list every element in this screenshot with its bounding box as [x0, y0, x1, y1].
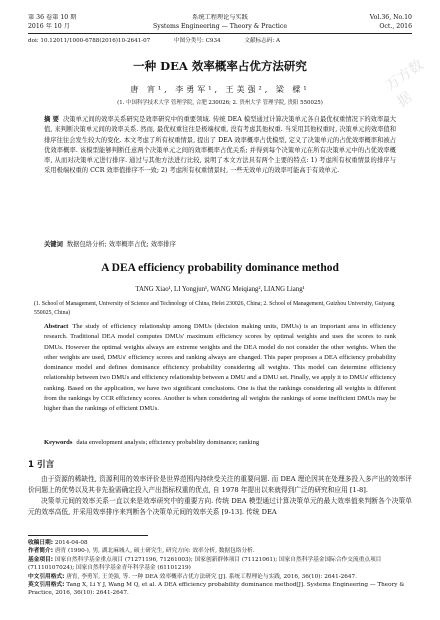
abstract-cn-text: 决策单元间的效率关系研究是效率研究中的重要领域. 传统 DEA 模型通过计算决策单元各自最优权重情况下的效率最大值, 来判断决策单元间的效率关系. 然而, 最优权重往往是极端权重, 没有考虑其他权重. 当采用其他权重时, 决策单元的效率值和排序往往会发生较大的变化. 本文考虑了所有权重情景, 提出了 DEA 效率概率占优模型, 定义了决策单元的占优效率概率和被占优效率概率. 该模型能够判断任意两个决策单元之间的效率概率占优关系; 并得到每个决策单元在所有决策单元中的占优效率概率, 从而对决策单元进行排序. 通过与其他方法进行比较, 说明了本文方法具有两个主要的特点: 1) 考虑所有权重情景的排序与采用极端权重的 CCR 效率值排序不一致; 2) 考虑所有权重情景时, 一些无效单元的效率可能高于有效单元. — [44, 116, 396, 175]
keywords-en — [44, 438, 396, 449]
authors-cn: 唐 宵¹, 李勇军¹, 王美强², 梁 樑¹ — [130, 85, 310, 94]
header-journal-cn: 系统工程理论与实践 — [192, 14, 248, 21]
keywords-cn — [44, 240, 396, 251]
footnote-rule — [28, 535, 148, 536]
footnote-received-date: 2014-04-08 — [54, 540, 88, 546]
footnote-cite-en-text: Tang X, Li Y J, Wang M Q, et al. A DEA efficiency probability dominance method[J]. Systems Engineering — Theory & Practice, 2016, 36(10): 2641-2647. — [28, 582, 405, 597]
footnote-cite-en-label: 英文引用格式: — [28, 582, 65, 589]
affiliation-cn: (1. 中国科学技术大学 管理学院, 合肥 230026; 2. 贵州大学 管理学院, 贵阳 550025) — [117, 100, 323, 106]
footnote-cite-cn-text: 唐宵, 李勇军, 王美强, 等. 一种 DEA 效率概率占优方法研究 [J]. 系统工程理论与实践, 2016, 36(10): 2641-2647. — [66, 573, 357, 580]
footnote-bio-text: 唐宵 (1990-), 男, 湖北麻城人, 硕士研究生, 研究方向: 效率分析, 数据包络分析. — [54, 548, 255, 555]
keywords-cn-text: 数据包络分析; 效率概率占优; 效率排序 — [66, 241, 176, 248]
footnote-received — [28, 539, 412, 547]
abstract-cn — [44, 115, 396, 239]
introduction-paragraph-1: 由于资源的稀缺性, 资源利用的效率评价是世界范围内持续受关注的重要问题. 而 DEA 理论因其在处理多投入多产出的效率评价问题上的优势以及其非先验需确定投入产出指标权重的优点, 自 1978 年提出以来就得到广泛的研究和应用 [1-8]. — [28, 475, 412, 494]
footnote-cite-en — [28, 581, 412, 598]
header-rule — [28, 33, 412, 34]
footnote-bio — [28, 547, 412, 555]
keywords-en-label: Keywords — [44, 439, 73, 446]
running-header-line2 — [28, 23, 412, 31]
keywords-cn-label: 关键词 — [44, 241, 63, 248]
affiliation-en: (1. School of Management, University of Science and Technology of China, Hefei 230026, China; 2. School of Management, Guizhou University, Guiyang 550025, China) — [34, 301, 395, 316]
footnote-cite-cn-label: 中文引用格式: — [28, 573, 65, 580]
footnotes — [28, 539, 412, 617]
header-volume-cn: 第 36 卷第 10 期 — [28, 14, 77, 21]
introduction-body — [28, 474, 412, 530]
authors-en: TANG Xiao¹, LI Yongjun¹, WANG Meiqiang², LIANG Liang¹ — [135, 286, 305, 293]
doi[interactable]: doi: 10.12011/1000-6788(2016)10-2641-07 — [28, 38, 151, 44]
header-volume-en: Vol.36, No.10 — [369, 14, 412, 21]
document-code: 文献标志码: A — [244, 38, 281, 44]
abstract-en-text: The study of efficiency relationship among DMUs (decision making units, DMUs) is an important area in efficiency research. Traditional DEA model computes DMUs' maximum efficiency scores by optimal weights and uses the scores to rank DMUs. However the optimal weights always are extreme weights and the DEA model do not consider the other weights. When the other weights are used, DMUs' efficiency scores and ranking always are changed. This paper proposes a DEA efficiency probability dominance model and defines dominance efficiency probability considering all weights. This model can determine efficiency relationship between two DMUs and efficiency relationship between a DMU and a DMU set. Finally, we apply it to DMUs' efficiency ranking. Based on the application, we have two significant conclusions. One is that the rankings considering all weights is different from the rankings by CCR efficiency scores. Another is when considering all weights the rankings of some inefficient DMUs may be higher than the rankings of efficient DMUs. — [44, 323, 396, 413]
header-journal-en: Systems Engineering — Theory & Practice — [152, 23, 288, 30]
footnote-fund-text: 国家自然科学基金重点项目 (71271196, 71261003); 国家创新群体项目 (71121061); 国家自然科学基金国际合作交流重点项目 (71110107024); 国家自然科学基金青年科学基金 (61101219) — [28, 556, 382, 572]
header-date-en: Oct., 2016 — [379, 23, 412, 30]
abstract-cn-label: 摘 要 — [44, 116, 59, 123]
footnote-cite-cn — [28, 573, 412, 581]
footnote-fund-label: 基金项目: — [28, 556, 54, 563]
abstract-en — [44, 322, 396, 436]
clc-number: 中图分类号: C934 — [173, 38, 221, 44]
running-header-line1 — [28, 14, 412, 22]
footnote-fund — [28, 556, 412, 573]
keywords-en-text: data envelopment analysis; efficiency probability dominance; ranking — [76, 439, 260, 446]
section-heading-introduction: 1 引言 — [28, 460, 55, 470]
watermark: 万方数据 — [382, 56, 427, 111]
footnote-received-label: 收稿日期: — [28, 540, 54, 546]
footnote-bio-label: 作者简介: — [28, 548, 54, 555]
title-en: A DEA efficiency probability dominance method — [101, 262, 339, 274]
abstract-en-label: Abstract — [44, 323, 69, 330]
header-date-cn: 2016 年 10 月 — [28, 23, 70, 30]
article-meta — [28, 37, 412, 45]
title-cn: 一种 DEA 效率概率占优方法研究 — [133, 59, 307, 73]
introduction-paragraph-2: 决策单元间的效率关系一直以来是效率研究中的重要方向. 传统 DEA 模型通过计算决策单元的最大效率值来判断各个决策单元的效率高低, 并采用效率排序来判断各个决策单元间的效率关系 [9-13]. 传统 DEA — [28, 497, 412, 516]
